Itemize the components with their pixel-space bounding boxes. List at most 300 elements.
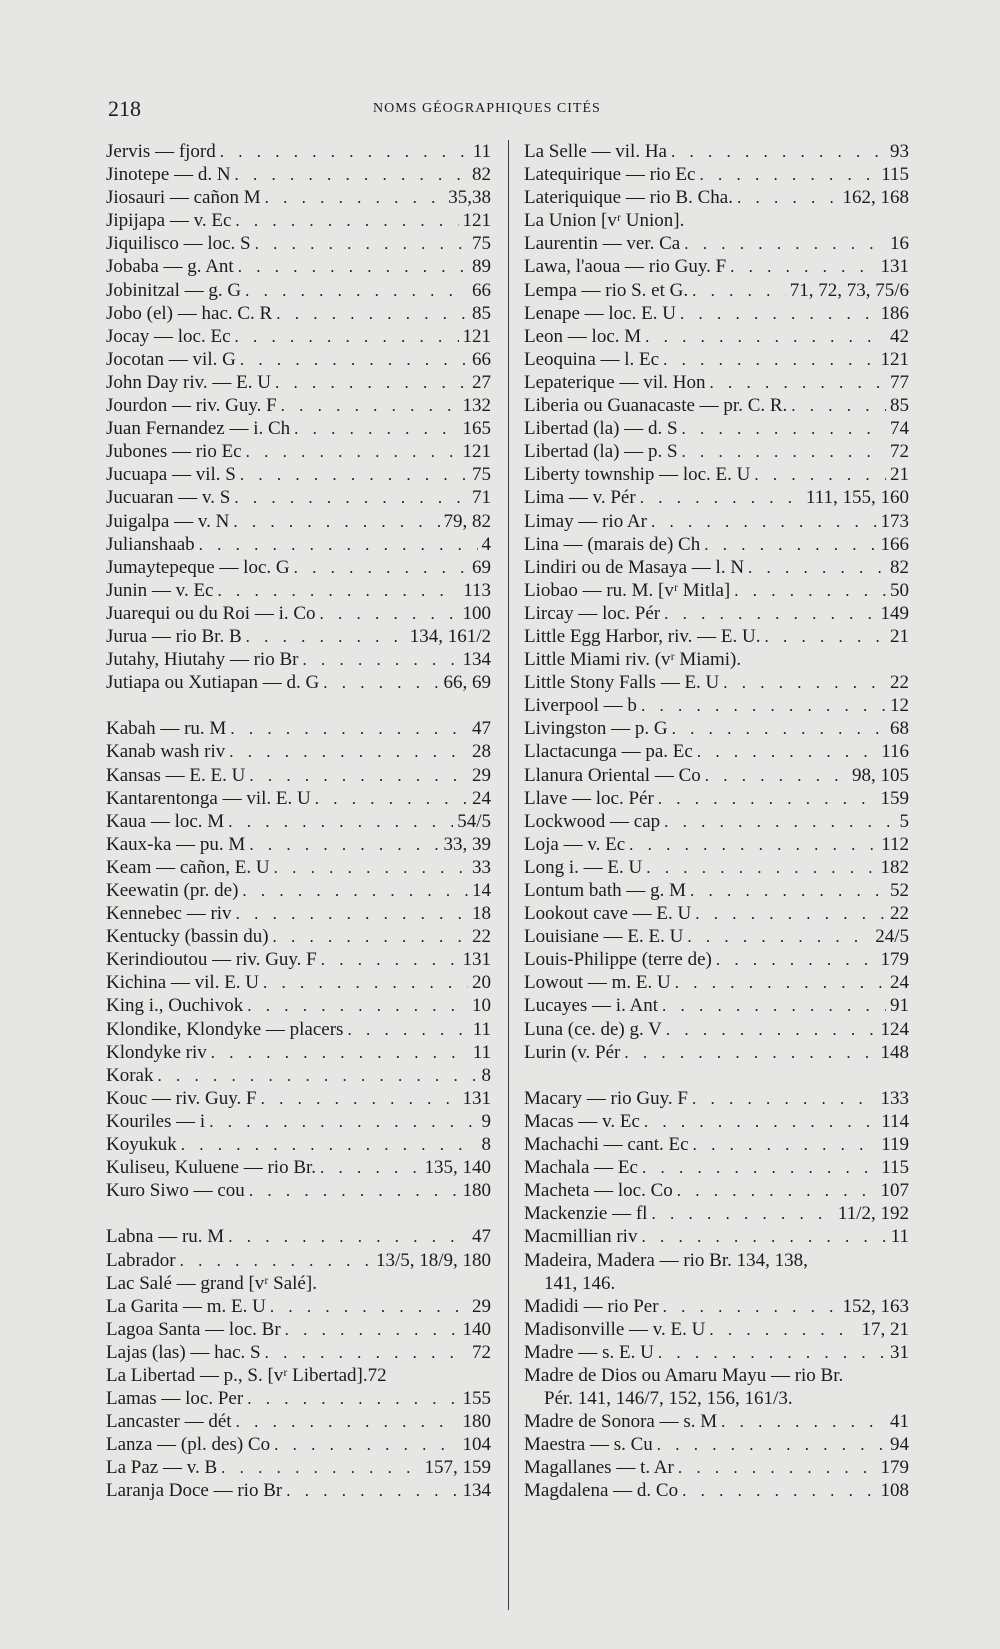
leader-dots xyxy=(246,440,459,463)
index-entry xyxy=(106,325,491,348)
entry-pages: 33 xyxy=(472,856,491,878)
index-entry xyxy=(106,186,491,209)
entry-pages: 42 xyxy=(890,325,909,347)
leader-dots xyxy=(697,740,877,763)
entry-name: Kantarentonga — vil. E. U xyxy=(106,787,311,809)
index-entry xyxy=(106,1433,491,1456)
index-entry xyxy=(524,1202,909,1225)
leader-dots xyxy=(236,1410,459,1433)
entry-pages: 11 xyxy=(472,141,491,162)
leader-dots xyxy=(765,625,886,648)
leader-dots xyxy=(274,856,468,879)
leader-dots xyxy=(705,764,848,787)
entry-pages: 75 xyxy=(472,233,491,255)
entry-pages: 131 xyxy=(462,1087,491,1109)
leader-dots xyxy=(710,371,886,394)
leader-dots xyxy=(642,1156,877,1179)
leader-dots xyxy=(246,625,406,648)
index-entry xyxy=(524,1318,909,1341)
index-entry xyxy=(106,1364,491,1387)
index-entry xyxy=(106,232,491,255)
index-entry xyxy=(524,417,909,440)
leader-dots xyxy=(672,717,886,740)
index-entry xyxy=(524,533,909,556)
index-entry xyxy=(524,1018,909,1041)
index-entry xyxy=(524,648,909,671)
entry-name: Lindiri ou de Masaya — l. N xyxy=(524,556,745,578)
entry-pages: 69 xyxy=(472,556,491,578)
index-entry xyxy=(524,232,909,255)
index-entry xyxy=(106,1272,491,1295)
entry-pages: 28 xyxy=(472,741,491,763)
leader-dots xyxy=(323,671,439,694)
entry-name: Magallanes — t. Ar xyxy=(524,1457,674,1479)
entry-name: Pér. 141, 146/7, 152, 156, 161/3. xyxy=(544,1388,793,1410)
entry-name: Kichina — vil. E. U xyxy=(106,972,260,994)
index-entry xyxy=(524,140,909,163)
entry-name: Kerindioutou — riv. Guy. F xyxy=(106,949,317,971)
entry-name: Jutahy, Hiutahy — rio Br xyxy=(106,649,299,671)
index-entry xyxy=(106,279,491,302)
index-entry xyxy=(524,787,909,810)
entry-name: La Garita — m. E. U xyxy=(106,1295,266,1317)
index-entry xyxy=(106,255,491,278)
leader-dots xyxy=(180,1249,372,1272)
entry-pages: 72 xyxy=(472,1341,491,1363)
entry-pages: 104 xyxy=(462,1434,491,1456)
index-entry xyxy=(106,394,491,417)
page-number: 218 xyxy=(108,96,141,121)
leader-dots xyxy=(651,510,877,533)
leader-dots xyxy=(249,833,439,856)
entry-name: Louis-Philippe (terre de) xyxy=(524,949,712,971)
entry-pages: 21 xyxy=(890,464,909,486)
entry-pages: 85 xyxy=(890,395,909,417)
entry-name: Madre de Sonora — s. M xyxy=(524,1411,718,1433)
entry-name: Leon — loc. M xyxy=(524,325,642,347)
entry-name: Kouriles — i xyxy=(106,1110,206,1132)
index-entry xyxy=(106,1018,491,1041)
leader-dots xyxy=(737,186,839,209)
entry-name: La Libertad — p., S. [vʳ Libertad]. xyxy=(106,1364,368,1386)
leader-dots xyxy=(273,925,468,948)
running-title: NOMS GÉOGRAPHIQUES CITÉS xyxy=(373,101,601,116)
leader-dots xyxy=(699,163,877,186)
entry-name: Laurentin — ver. Ca xyxy=(524,233,681,255)
leader-dots xyxy=(709,1318,857,1341)
entry-name: Keam — cañon, E. U xyxy=(106,856,270,878)
leader-dots xyxy=(640,486,802,509)
index-entry xyxy=(524,1110,909,1133)
leader-dots xyxy=(723,671,886,694)
leader-dots xyxy=(236,902,468,925)
index-entry xyxy=(524,1387,909,1410)
leader-dots xyxy=(285,1318,459,1341)
entry-pages: 17, 21 xyxy=(861,1318,909,1340)
entry-pages: 11 xyxy=(472,1041,491,1063)
index-entry xyxy=(524,279,909,302)
entry-name: Lamas — loc. Per xyxy=(106,1388,244,1410)
leader-dots xyxy=(730,255,876,278)
leader-dots xyxy=(315,787,468,810)
index-entry xyxy=(106,902,491,925)
index-entry xyxy=(524,994,909,1017)
entry-name: Labna — ru. M xyxy=(106,1226,225,1248)
index-entry xyxy=(524,764,909,787)
index-entry xyxy=(524,740,909,763)
entry-pages: 85 xyxy=(472,302,491,324)
entry-pages: 11 xyxy=(890,1226,909,1248)
section-gap xyxy=(524,1064,909,1087)
entry-name: Lontum bath — g. M xyxy=(524,880,687,901)
entry-name: Jurua — rio Br. B xyxy=(106,625,242,647)
leader-dots xyxy=(680,302,877,325)
entry-name: Llave — loc. Pér xyxy=(524,787,654,809)
leader-dots xyxy=(321,948,459,971)
leader-dots xyxy=(682,1479,876,1502)
leader-dots xyxy=(294,417,458,440)
leader-dots xyxy=(228,810,453,833)
entry-pages: 18 xyxy=(472,903,491,925)
entry-name: Liobao — ru. M. [vʳ Mitla] xyxy=(524,579,731,601)
index-entry xyxy=(524,1133,909,1156)
entry-name: Madre — s. E. U xyxy=(524,1341,654,1363)
leader-dots xyxy=(320,602,459,625)
index-entry xyxy=(106,833,491,856)
leader-dots xyxy=(294,556,468,579)
leader-dots xyxy=(664,810,895,833)
leader-dots xyxy=(276,302,468,325)
leader-dots xyxy=(662,994,886,1017)
index-entry xyxy=(106,810,491,833)
entry-name: Jiosauri — cañon M xyxy=(106,187,261,209)
leader-dots xyxy=(229,740,468,763)
entry-pages: 72 xyxy=(367,1364,387,1386)
entry-name: Livingston — p. G xyxy=(524,718,668,740)
entry-name: Mackenzie — fl xyxy=(524,1203,648,1225)
leader-dots xyxy=(695,902,886,925)
entry-name: Kouc — riv. Guy. F xyxy=(106,1087,257,1109)
entry-pages: 132 xyxy=(462,395,491,417)
entry-pages: 119 xyxy=(881,1134,909,1156)
entry-pages: 68 xyxy=(890,718,909,740)
index-entry xyxy=(106,1133,491,1156)
entry-pages: 134, 161/2 xyxy=(409,625,491,647)
entry-name: Magdalena — d. Co xyxy=(524,1480,679,1502)
leader-dots xyxy=(666,1018,877,1041)
index-entry xyxy=(106,787,491,810)
index-entry xyxy=(106,971,491,994)
index-entry xyxy=(106,1341,491,1364)
index-entry xyxy=(524,255,909,278)
entry-name: Jobaba — g. Ant xyxy=(106,256,234,278)
entry-name: Madeira, Madera — rio Br. 134, 138, xyxy=(524,1249,808,1271)
entry-name: Little Stony Falls — E. U xyxy=(524,672,720,694)
entry-pages: 77 xyxy=(890,371,909,393)
entry-name: Juan Fernandez — i. Ch xyxy=(106,418,291,440)
index-entry xyxy=(524,1410,909,1433)
entry-name: Lawa, l'aoua — rio Guy. F xyxy=(524,256,727,278)
index-entry xyxy=(106,1156,491,1179)
entry-pages: 54/5 xyxy=(457,810,491,832)
entry-pages: 66 xyxy=(472,348,491,370)
entry-name: Lenape — loc. E. U xyxy=(524,302,676,324)
entry-name: Juigalpa — v. N xyxy=(106,510,230,532)
entry-name: Louisiane — E. E. U xyxy=(524,926,684,948)
entry-pages: 8 xyxy=(481,1064,491,1086)
index-entry xyxy=(524,694,909,717)
index-entry xyxy=(106,348,491,371)
entry-pages: 121 xyxy=(880,348,909,370)
leader-dots xyxy=(157,1064,477,1087)
entry-pages: 159 xyxy=(880,787,909,809)
entry-name: Kuliseu, Kuluene — rio Br. xyxy=(106,1157,317,1179)
index-entry xyxy=(106,1295,491,1318)
leader-dots xyxy=(347,1018,468,1041)
index-entry xyxy=(106,1249,491,1272)
index-entry xyxy=(106,764,491,787)
leader-dots xyxy=(646,856,876,879)
entry-pages: 114 xyxy=(881,1110,909,1132)
index-entry xyxy=(106,925,491,948)
leader-dots xyxy=(644,1110,877,1133)
entry-name: Lowout — m. E. U xyxy=(524,972,671,994)
entry-pages: 152, 163 xyxy=(842,1295,909,1317)
index-entry xyxy=(524,579,909,602)
entry-name: Macmillian riv xyxy=(524,1226,638,1248)
index-entry xyxy=(524,371,909,394)
entry-pages: 121 xyxy=(462,325,491,347)
entry-name: Lima — v. Pér xyxy=(524,487,636,509)
entry-name: Jucuapa — vil. S xyxy=(106,464,236,486)
leader-dots xyxy=(249,1179,459,1202)
entry-pages: 13/5, 18/9, 180 xyxy=(375,1249,491,1271)
entry-name: Libertad (la) — p. S xyxy=(524,441,678,463)
entry-pages: 108 xyxy=(880,1480,909,1502)
leader-dots xyxy=(217,579,459,602)
entry-pages: 93 xyxy=(890,141,909,162)
index-entry xyxy=(106,209,491,232)
leader-dots xyxy=(645,325,886,348)
entry-name: Koyukuk xyxy=(106,1134,177,1156)
leader-dots xyxy=(238,255,468,278)
index-entry xyxy=(106,948,491,971)
entry-name: Jocotan — vil. G xyxy=(106,348,236,370)
index-entry xyxy=(106,1179,491,1202)
entry-name: Llactacunga — pa. Ec xyxy=(524,741,693,763)
entry-pages: 131 xyxy=(880,256,909,278)
leader-dots xyxy=(234,486,468,509)
entry-pages: 29 xyxy=(472,764,491,786)
entry-pages: 111, 155, 160 xyxy=(805,487,909,509)
index-entry xyxy=(524,302,909,325)
column-divider xyxy=(508,140,509,1610)
index-entry xyxy=(524,186,909,209)
leader-dots xyxy=(263,971,468,994)
leader-dots xyxy=(658,1341,886,1364)
entry-pages: 12 xyxy=(890,695,909,717)
index-entry xyxy=(106,463,491,486)
index-entry xyxy=(524,879,909,902)
entry-pages: 135, 140 xyxy=(424,1157,491,1179)
leader-dots xyxy=(240,348,468,371)
entry-pages: 116 xyxy=(881,741,909,763)
entry-name: Laranja Doce — rio Br xyxy=(106,1480,283,1502)
leader-dots xyxy=(692,1087,877,1110)
entry-name: Lockwood — cap xyxy=(524,810,661,832)
leader-dots xyxy=(687,925,871,948)
leader-dots xyxy=(682,440,886,463)
entry-pages: 11 xyxy=(472,1018,491,1040)
index-entry xyxy=(106,1041,491,1064)
entry-name: Liberty township — loc. E. U xyxy=(524,464,751,486)
entry-pages: 113 xyxy=(463,579,491,601)
entry-pages: 5 xyxy=(899,810,909,832)
leader-dots xyxy=(286,1479,458,1502)
entry-pages: 121 xyxy=(462,210,491,232)
entry-pages: 66, 69 xyxy=(443,672,491,694)
entry-name: Lateriquique — rio B. Cha. xyxy=(524,187,733,209)
index-entry xyxy=(106,1225,491,1248)
entry-name: Kansas — E. E. U xyxy=(106,764,246,786)
index-entry xyxy=(524,394,909,417)
entry-pages: 121 xyxy=(462,441,491,463)
entry-name: Little Egg Harbor, riv. — E. U. xyxy=(524,625,761,647)
entry-pages: 89 xyxy=(472,256,491,278)
entry-pages: 14 xyxy=(472,880,491,901)
entry-pages: 180 xyxy=(462,1411,491,1433)
entry-name: Lookout cave — E. U xyxy=(524,903,692,925)
entry-name: Latequirique — rio Ec xyxy=(524,164,696,186)
entry-pages: 100 xyxy=(462,602,491,624)
entry-pages: 82 xyxy=(472,164,491,186)
entry-name: Macheta — loc. Co xyxy=(524,1180,673,1202)
entry-name: Madre de Dios ou Amaru Mayu — rio Br. xyxy=(524,1364,844,1386)
index-entry xyxy=(524,486,909,509)
entry-name: Libertad (la) — d. S xyxy=(524,418,678,440)
entry-name: La Paz — v. B xyxy=(106,1457,218,1479)
entry-pages: 124 xyxy=(880,1018,909,1040)
leader-dots xyxy=(678,1456,877,1479)
index-entry xyxy=(106,1064,491,1087)
entry-pages: 112 xyxy=(881,833,909,855)
entry-pages: 98, 105 xyxy=(852,764,909,786)
leader-dots xyxy=(281,394,459,417)
index-entry xyxy=(524,1272,909,1295)
leader-dots xyxy=(663,348,876,371)
entry-name: 141, 146. xyxy=(544,1272,616,1294)
index-entry xyxy=(106,510,491,533)
entry-pages: 10 xyxy=(472,995,491,1017)
entry-pages: 115 xyxy=(881,1157,909,1179)
index-entry xyxy=(106,1110,491,1133)
index-entry xyxy=(524,1364,909,1387)
leader-dots xyxy=(242,879,468,902)
index-entry xyxy=(524,1456,909,1479)
leader-dots xyxy=(663,1295,839,1318)
entry-pages: 24 xyxy=(890,972,909,994)
entry-name: Jourdon — riv. Guy. F xyxy=(106,395,277,417)
entry-pages: 52 xyxy=(890,880,909,901)
leader-dots xyxy=(734,579,886,602)
entry-name: Lurin (v. Pér xyxy=(524,1041,621,1063)
index-entry xyxy=(524,625,909,648)
leader-dots xyxy=(748,556,886,579)
index-entry xyxy=(106,302,491,325)
leader-dots xyxy=(255,232,468,255)
entry-pages: 22 xyxy=(890,672,909,694)
leader-dots xyxy=(211,1041,469,1064)
entry-name: Jumaytepeque — loc. G xyxy=(106,556,290,578)
entry-name: Loja — v. Ec xyxy=(524,833,626,855)
leader-dots xyxy=(671,140,886,163)
section-gap xyxy=(106,1202,491,1225)
entry-pages: 16 xyxy=(890,233,909,255)
index-entry xyxy=(106,371,491,394)
entry-name: Little Miami riv. (vʳ Miami). xyxy=(524,649,742,671)
entry-name: Lircay — loc. Pér xyxy=(524,602,661,624)
entry-name: Machachi — cant. Ec xyxy=(524,1134,689,1156)
index-entry xyxy=(524,1225,909,1248)
leader-dots xyxy=(682,417,886,440)
entry-name: Jobo (el) — hac. C. R xyxy=(106,302,273,324)
entry-pages: 74 xyxy=(890,418,909,440)
entry-pages: 71, 72, 73, 75/6 xyxy=(789,279,909,301)
index-entry xyxy=(524,1041,909,1064)
entry-pages: 41 xyxy=(890,1411,909,1433)
entry-name: La Selle — vil. Ha xyxy=(524,141,667,162)
leader-dots xyxy=(233,510,439,533)
entry-name: Jutiapa ou Xutiapan — d. G xyxy=(106,672,320,694)
index-entry xyxy=(524,440,909,463)
index-entry xyxy=(106,648,491,671)
leader-dots xyxy=(651,1202,833,1225)
entry-name: Juarequi ou du Roi — i. Co xyxy=(106,602,316,624)
entry-name: Kennebec — riv xyxy=(106,903,232,925)
index-entry xyxy=(524,1156,909,1179)
index-entry xyxy=(106,163,491,186)
index-entry xyxy=(106,486,491,509)
entry-name: Macary — rio Guy. F xyxy=(524,1087,688,1109)
leader-dots xyxy=(221,1456,420,1479)
leader-dots xyxy=(693,1133,878,1156)
leader-dots xyxy=(716,948,877,971)
entry-name: Luna (ce. de) g. V xyxy=(524,1018,662,1040)
leader-dots xyxy=(624,1041,876,1064)
index-entry xyxy=(106,579,491,602)
entry-name: Junin — v. Ec xyxy=(106,579,214,601)
entry-pages: 66 xyxy=(472,279,491,301)
entry-pages: 72 xyxy=(890,441,909,463)
entry-name: Liverpool — b xyxy=(524,695,637,717)
entry-name: Jiquilisco — loc. S xyxy=(106,233,251,255)
index-entry xyxy=(106,879,491,902)
index-entry xyxy=(106,533,491,556)
index-entry xyxy=(524,325,909,348)
leader-dots xyxy=(181,1133,478,1156)
entry-name: Korak xyxy=(106,1064,154,1086)
entry-pages: 133 xyxy=(880,1087,909,1109)
index-entry xyxy=(106,1479,491,1502)
leader-dots xyxy=(692,279,786,302)
entry-name: Lac Salé — grand [vʳ Salé]. xyxy=(106,1272,317,1294)
index-entry xyxy=(106,1387,491,1410)
index-entry xyxy=(524,556,909,579)
index-entry xyxy=(524,925,909,948)
entry-pages: 22 xyxy=(890,903,909,925)
leader-dots xyxy=(675,971,886,994)
index-entry xyxy=(106,625,491,648)
